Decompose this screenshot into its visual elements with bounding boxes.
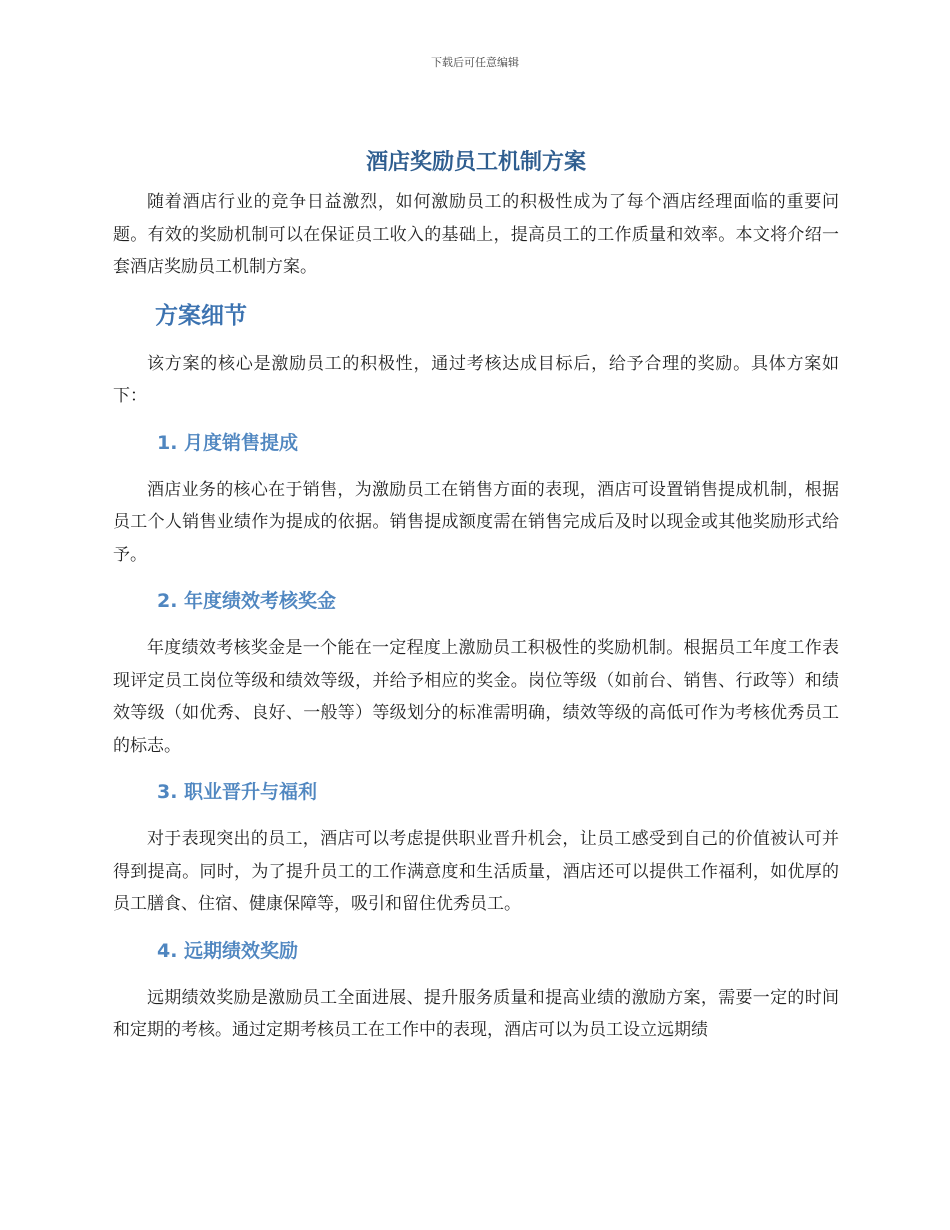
item-body-4: 远期绩效奖励是激励员工全面进展、提升服务质量和提高业绩的激励方案，需要一定的时间和定期的考核。通过定期考核员工在工作中的表现，酒店可以为员工设立远期绩 — [113, 987, 839, 1040]
item-body-2: 年度绩效考核奖金是一个能在一定程度上激励员工积极性的奖励机制。根据员工年度工作表现评定员工岗位等级和绩效等级，并给予相应的奖金。岗位等级（如前台、销售、行政等）和绩效等级（如优秀、良好、一般等）等级划分的标准需明确，绩效等级的高低可作为考核优秀员工的标志。 — [113, 638, 839, 756]
section-intro-paragraph: 该方案的核心是激励员工的积极性，通过考核达成目标后，给予合理的奖励。具体方案如下： — [113, 353, 839, 406]
item-body-1: 酒店业务的核心在于销售，为激励员工在销售方面的表现，酒店可设置销售提成机制，根据员工个人销售业绩作为提成的依据。销售提成额度需在销售完成后及时以现金或其他奖励形式给予。 — [113, 479, 839, 565]
item-body-3: 对于表现突出的员工，酒店可以考虑提供职业晋升机会，让员工感受到自己的价值被认可并得到提高。同时，为了提升员工的工作满意度和生活质量，酒店还可以提供工作福利，如优厚的员工膳食、住宿、健康保障等，吸引和留住优秀员工。 — [113, 829, 839, 914]
item-heading-1: 1. 月度销售提成 — [157, 431, 299, 454]
item-heading-3: 3. 职业晋升与福利 — [157, 781, 318, 803]
header-note: 下载后可任意编辑 — [431, 56, 519, 69]
document-page — [113, 146, 839, 1047]
section-heading: 方案细节 — [155, 302, 247, 329]
item-heading-4: 4. 远期绩效奖励 — [157, 939, 299, 962]
intro-paragraph: 随着酒店行业的竞争日益激烈，如何激励员工的积极性成为了每个酒店经理面临的重要问题。有效的奖励机制可以在保证员工收入的基础上，提高员工的工作质量和效率。本文将介绍一套酒店奖励员工机制方案。 — [113, 192, 839, 277]
document-title: 酒店奖励员工机制方案 — [365, 150, 586, 175]
item-heading-2: 2. 年度绩效考核奖金 — [157, 590, 337, 612]
